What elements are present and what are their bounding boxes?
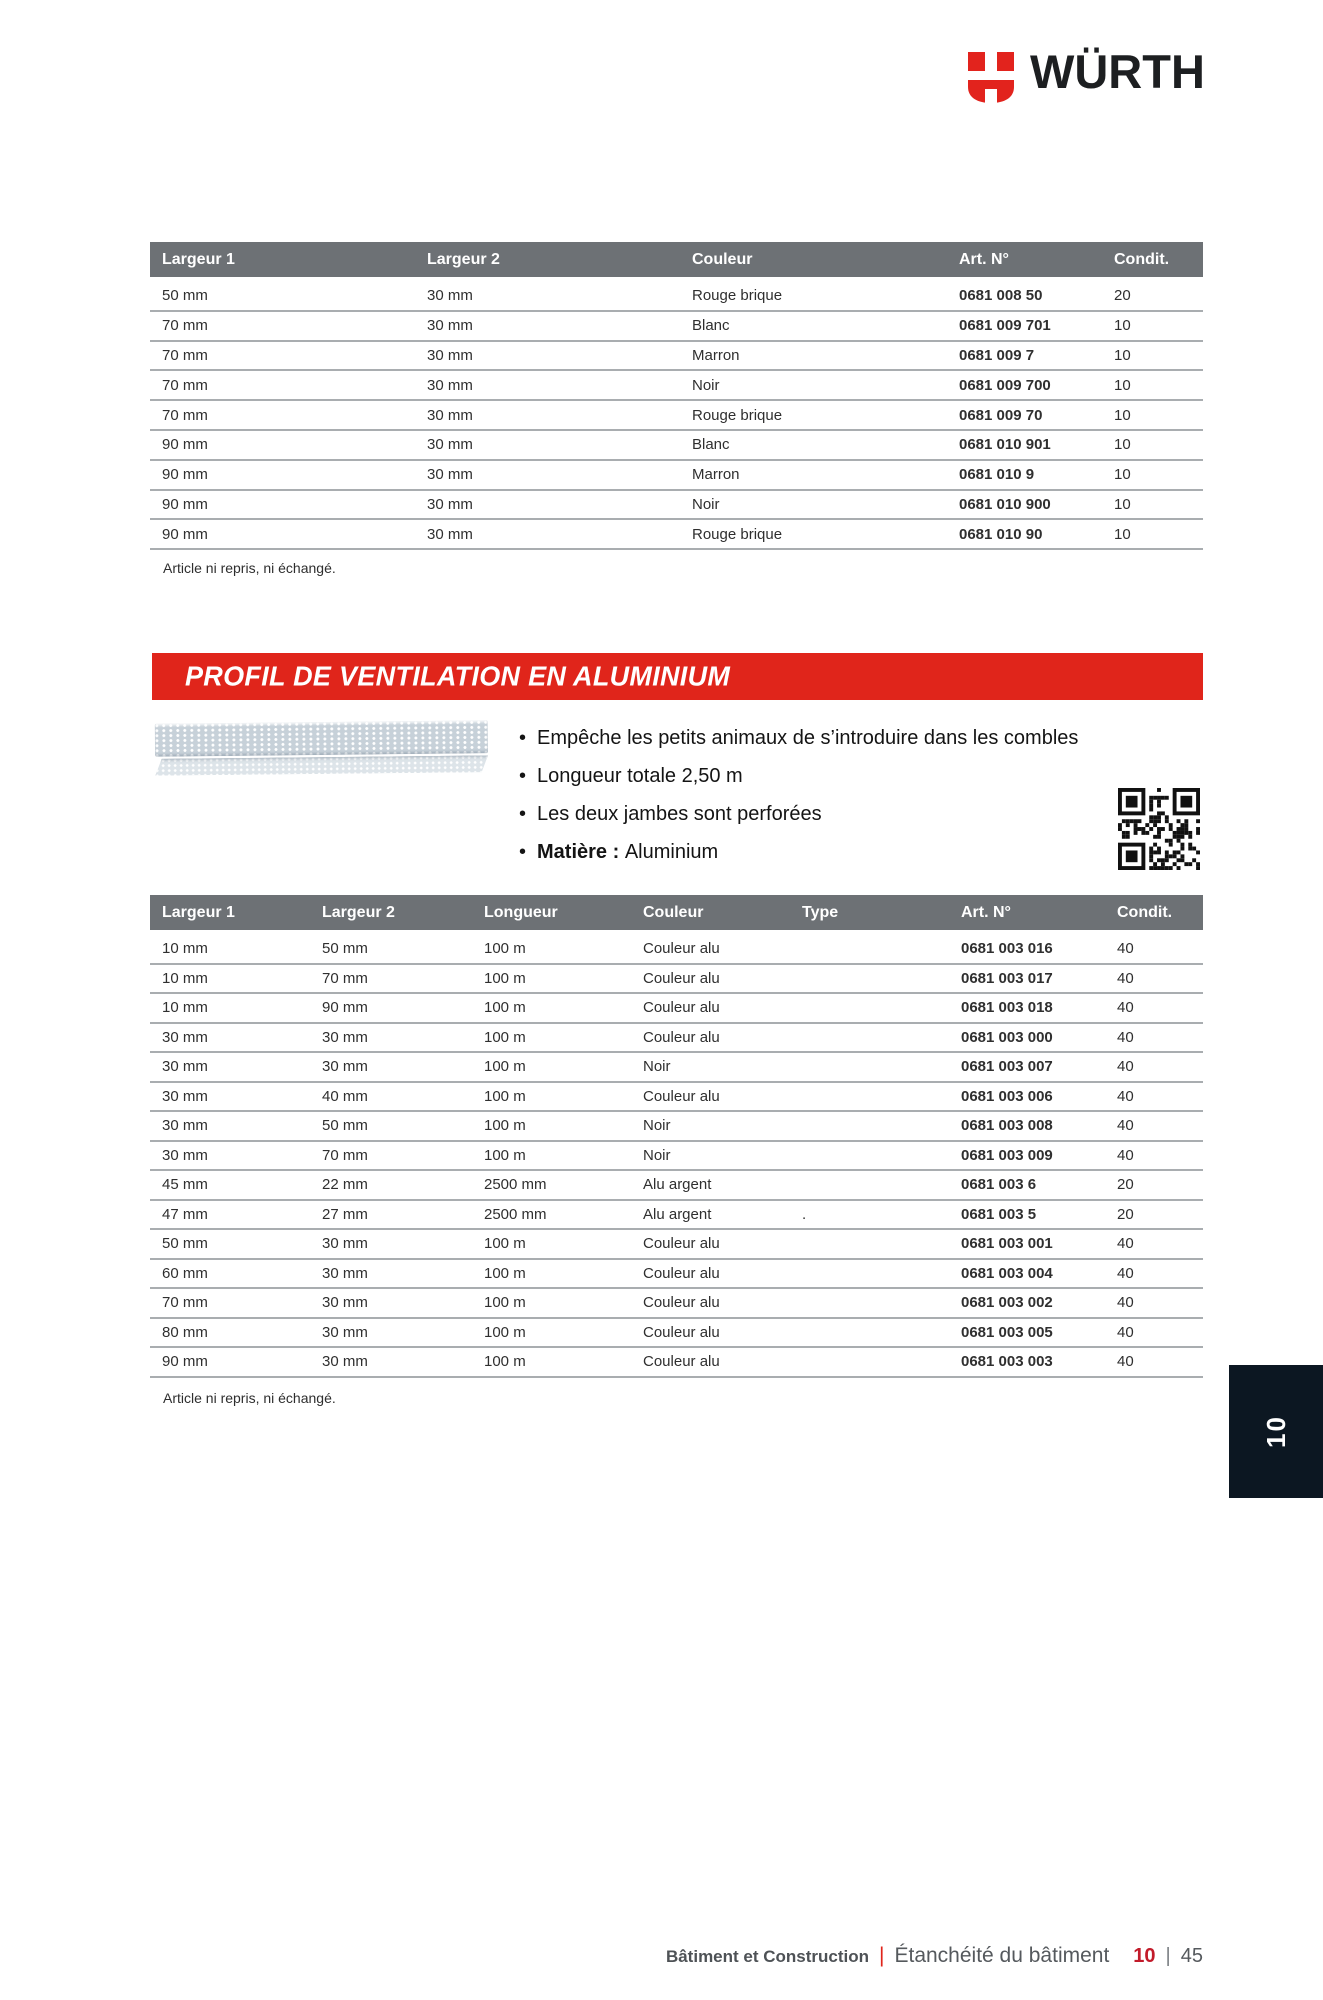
column-header: Largeur 2 [310, 895, 472, 933]
article-number-cell: 0681 008 50 [947, 280, 1102, 311]
column-header: Largeur 1 [150, 242, 415, 280]
table-row [150, 1023, 1203, 1053]
column-header: Condit. [1105, 895, 1203, 933]
table-cell: 30 mm [415, 400, 680, 430]
table-cell: 70 mm [150, 1288, 310, 1318]
table-cell: 10 mm [150, 993, 310, 1023]
table-cell: 90 mm [150, 519, 415, 549]
column-header: Art. N° [949, 895, 1105, 933]
table-cell: 40 [1105, 1259, 1203, 1289]
chapter-tab [1229, 1365, 1323, 1498]
table-cell: 40 [1105, 964, 1203, 994]
column-header: Couleur [680, 242, 947, 280]
table-cell: 30 mm [310, 1229, 472, 1259]
table-cell: Rouge brique [680, 519, 947, 549]
table-cell [790, 1111, 949, 1141]
table-cell: Couleur alu [631, 1082, 790, 1112]
table-cell [790, 964, 949, 994]
article-number-cell: 0681 009 700 [947, 370, 1102, 400]
table-cell: 30 mm [415, 280, 680, 311]
table-cell: Marron [680, 341, 947, 371]
table-cell: 30 mm [415, 519, 680, 549]
table-cell: 70 mm [150, 341, 415, 371]
table-cell: 10 [1102, 490, 1203, 520]
article-number-cell: 0681 003 008 [949, 1111, 1105, 1141]
table-cell [790, 993, 949, 1023]
table-cell: 40 [1105, 933, 1203, 964]
table-cell [790, 1141, 949, 1171]
table-cell [790, 1318, 949, 1348]
article-number-cell: 0681 003 004 [949, 1259, 1105, 1289]
table-cell: 100 m [472, 1229, 631, 1259]
table-cell: 100 m [472, 964, 631, 994]
table-row [150, 1170, 1203, 1200]
table-cell: 70 mm [310, 1141, 472, 1171]
column-header: Largeur 1 [150, 895, 310, 933]
table-cell: 100 m [472, 1259, 631, 1289]
table-cell [790, 1023, 949, 1053]
section-banner [152, 653, 1203, 700]
table-cell: 10 [1102, 311, 1203, 341]
column-header: Type [790, 895, 949, 933]
table-cell: 40 [1105, 1347, 1203, 1377]
article-number-cell: 0681 003 000 [949, 1023, 1105, 1053]
table-cell: 30 mm [415, 430, 680, 460]
table-cell: Rouge brique [680, 400, 947, 430]
table-row [150, 933, 1203, 964]
table-cell: 30 mm [415, 490, 680, 520]
article-number-cell: 0681 003 5 [949, 1200, 1105, 1230]
table-cell: 22 mm [310, 1170, 472, 1200]
table-cell [790, 1229, 949, 1259]
table-cell: 20 [1105, 1170, 1203, 1200]
table-cell: . [790, 1200, 949, 1230]
profile-bottom-band [155, 755, 488, 775]
table-row [150, 1082, 1203, 1112]
table-cell: 40 [1105, 1288, 1203, 1318]
article-number-cell: 0681 003 003 [949, 1347, 1105, 1377]
table-cell: 80 mm [150, 1318, 310, 1348]
table-cell: 40 [1105, 1023, 1203, 1053]
footer-section: Étanchéité du bâtiment [894, 1944, 1110, 1967]
table-cell: Noir [680, 370, 947, 400]
column-header: Longueur [472, 895, 631, 933]
footer-breadcrumb [666, 1944, 1203, 1968]
table-row [150, 1318, 1203, 1348]
table-row [150, 490, 1203, 520]
table-cell: 50 mm [310, 1111, 472, 1141]
table-cell: 30 mm [310, 1052, 472, 1082]
table-cell: 50 mm [310, 933, 472, 964]
table-cell [790, 1052, 949, 1082]
table-cell: Couleur alu [631, 1259, 790, 1289]
wurth-logo [968, 45, 1218, 106]
product-photo [155, 720, 489, 779]
table-row [150, 1141, 1203, 1171]
table-cell: 90 mm [150, 490, 415, 520]
table-cell: 10 [1102, 341, 1203, 371]
table-row [150, 1052, 1203, 1082]
table-cell [790, 1347, 949, 1377]
table-row [150, 1347, 1203, 1377]
note-text: Article ni repris, ni échangé. [163, 1390, 336, 1406]
feature-item: • Les deux jambes sont perforées [519, 795, 1159, 833]
table-cell [790, 933, 949, 964]
article-number-cell: 0681 010 901 [947, 430, 1102, 460]
table-cell: 50 mm [150, 1229, 310, 1259]
table-cell: Blanc [680, 311, 947, 341]
table-row [150, 370, 1203, 400]
table-cell: Marron [680, 460, 947, 490]
table-cell: Couleur alu [631, 993, 790, 1023]
table-cell: 40 mm [310, 1082, 472, 1112]
table-cell: 30 mm [310, 1259, 472, 1289]
table-row [150, 1111, 1203, 1141]
table-cell: 10 [1102, 400, 1203, 430]
table-cell: 100 m [472, 1082, 631, 1112]
article-number-cell: 0681 003 6 [949, 1170, 1105, 1200]
article-number-cell: 0681 009 7 [947, 341, 1102, 371]
table-cell [790, 1170, 949, 1200]
table-cell: 27 mm [310, 1200, 472, 1230]
article-number-cell: 0681 003 017 [949, 964, 1105, 994]
table-cell: 100 m [472, 1318, 631, 1348]
table-cell: Couleur alu [631, 933, 790, 964]
table-cell: 47 mm [150, 1200, 310, 1230]
table-cell: 10 [1102, 519, 1203, 549]
table-cell: Noir [631, 1141, 790, 1171]
table-cell [790, 1082, 949, 1112]
table-cell: 30 mm [310, 1318, 472, 1348]
table-cell: Couleur alu [631, 1347, 790, 1377]
column-header: Largeur 2 [415, 242, 680, 280]
table-cell: 50 mm [150, 280, 415, 311]
table-cell: 70 mm [150, 400, 415, 430]
table-cell: 100 m [472, 1052, 631, 1082]
table-cell: 2500 mm [472, 1170, 631, 1200]
table-cell: 30 mm [150, 1141, 310, 1171]
profile-top-band [155, 720, 488, 756]
table-row [150, 519, 1203, 549]
table-cell: 90 mm [150, 1347, 310, 1377]
section-title: PROFIL DE VENTILATION EN ALUMINIUM [185, 660, 731, 692]
page-number: 45 [1180, 1945, 1203, 1967]
table-cell: 45 mm [150, 1170, 310, 1200]
table-cell: 40 [1105, 1318, 1203, 1348]
table-cell: 30 mm [150, 1052, 310, 1082]
article-number-cell: 0681 010 9 [947, 460, 1102, 490]
table-cell: 100 m [472, 1111, 631, 1141]
table-cell: 30 mm [415, 341, 680, 371]
table-cell: 20 [1105, 1200, 1203, 1230]
article-number-cell: 0681 003 006 [949, 1082, 1105, 1112]
table-cell: 30 mm [310, 1288, 472, 1318]
table-cell: 10 [1102, 430, 1203, 460]
table-cell: 30 mm [150, 1111, 310, 1141]
qr-code-icon [1118, 788, 1200, 870]
table-cell: 30 mm [415, 460, 680, 490]
table-cell: 100 m [472, 993, 631, 1023]
feature-item: • Matière : Aluminium [519, 833, 1159, 871]
table-cell: Alu argent [631, 1200, 790, 1230]
table-cell: 30 mm [415, 311, 680, 341]
column-header: Art. N° [947, 242, 1102, 280]
table-cell: Noir [631, 1111, 790, 1141]
table-cell: 30 mm [310, 1023, 472, 1053]
table-cell: Couleur alu [631, 1288, 790, 1318]
product-table-2 [150, 895, 1203, 1378]
table-cell: 30 mm [310, 1347, 472, 1377]
table-cell: Couleur alu [631, 1023, 790, 1053]
table-row [150, 993, 1203, 1023]
article-number-cell: 0681 003 018 [949, 993, 1105, 1023]
table-cell: 90 mm [310, 993, 472, 1023]
table-cell: 40 [1105, 1111, 1203, 1141]
table-cell: 100 m [472, 1347, 631, 1377]
table-cell: 100 m [472, 1023, 631, 1053]
table-cell: 100 m [472, 1141, 631, 1171]
wurth-shield-icon [968, 52, 1014, 103]
chapter-tab-label: 10 [1260, 1415, 1291, 1448]
table-cell: 90 mm [150, 460, 415, 490]
table-row [150, 311, 1203, 341]
table-cell: 2500 mm [472, 1200, 631, 1230]
table-cell: Couleur alu [631, 1229, 790, 1259]
footer-page-separator: | [1165, 1945, 1171, 1967]
table-cell: 10 mm [150, 933, 310, 964]
footer-chapter-number: 10 [1133, 1945, 1156, 1967]
table-cell: Couleur alu [631, 1318, 790, 1348]
table-row [150, 1200, 1203, 1230]
table-cell: 40 [1105, 1141, 1203, 1171]
table-row [150, 1229, 1203, 1259]
table-cell: 40 [1105, 1082, 1203, 1112]
table-cell: Noir [631, 1052, 790, 1082]
brand-wordmark: WÜRTH [1030, 45, 1205, 98]
article-number-cell: 0681 010 900 [947, 490, 1102, 520]
footer-category: Bâtiment et Construction [665, 1947, 870, 1966]
article-number-cell: 0681 003 001 [949, 1229, 1105, 1259]
table-cell: 30 mm [150, 1082, 310, 1112]
table-cell: 10 [1102, 370, 1203, 400]
table-cell: Rouge brique [680, 280, 947, 311]
table-cell: Blanc [680, 430, 947, 460]
table-row [150, 430, 1203, 460]
table-cell: Alu argent [631, 1170, 790, 1200]
table-cell: 40 [1105, 993, 1203, 1023]
article-number-cell: 0681 009 70 [947, 400, 1102, 430]
article-number-cell: 0681 003 009 [949, 1141, 1105, 1171]
table-cell [790, 1259, 949, 1289]
feature-list [519, 719, 1159, 871]
article-number-cell: 0681 003 002 [949, 1288, 1105, 1318]
table-cell [790, 1288, 949, 1318]
feature-item: • Longueur totale 2,50 m [519, 757, 1159, 795]
table-row [150, 1259, 1203, 1289]
feature-item: • Empêche les petits animaux de s’introduire dans les combles [519, 719, 1159, 757]
note-text: Article ni repris, ni échangé. [163, 560, 336, 576]
table-cell: 100 m [472, 933, 631, 964]
table-cell: 40 [1105, 1052, 1203, 1082]
table-row [150, 400, 1203, 430]
table-cell: 30 mm [415, 370, 680, 400]
table-cell: 10 mm [150, 964, 310, 994]
table-row [150, 1288, 1203, 1318]
table-cell: 90 mm [150, 430, 415, 460]
table-cell: 10 [1102, 460, 1203, 490]
table-cell: Noir [680, 490, 947, 520]
table-cell: 70 mm [150, 311, 415, 341]
table-cell: 100 m [472, 1288, 631, 1318]
column-header: Couleur [631, 895, 790, 933]
table-row [150, 280, 1203, 311]
column-header: Condit. [1102, 242, 1203, 280]
table-row [150, 460, 1203, 490]
article-number-cell: 0681 009 701 [947, 311, 1102, 341]
table-cell: 70 mm [310, 964, 472, 994]
table-cell: 20 [1102, 280, 1203, 311]
table-row [150, 341, 1203, 371]
table-row [150, 964, 1203, 994]
table-cell: 40 [1105, 1229, 1203, 1259]
table-cell: 60 mm [150, 1259, 310, 1289]
article-number-cell: 0681 003 016 [949, 933, 1105, 964]
article-number-cell: 0681 003 007 [949, 1052, 1105, 1082]
article-number-cell: 0681 010 90 [947, 519, 1102, 549]
product-table-1 [150, 242, 1203, 550]
article-number-cell: 0681 003 005 [949, 1318, 1105, 1348]
table-cell: Couleur alu [631, 964, 790, 994]
table-cell: 30 mm [150, 1023, 310, 1053]
table-cell: 70 mm [150, 370, 415, 400]
footer-separator: | [879, 1944, 885, 1967]
